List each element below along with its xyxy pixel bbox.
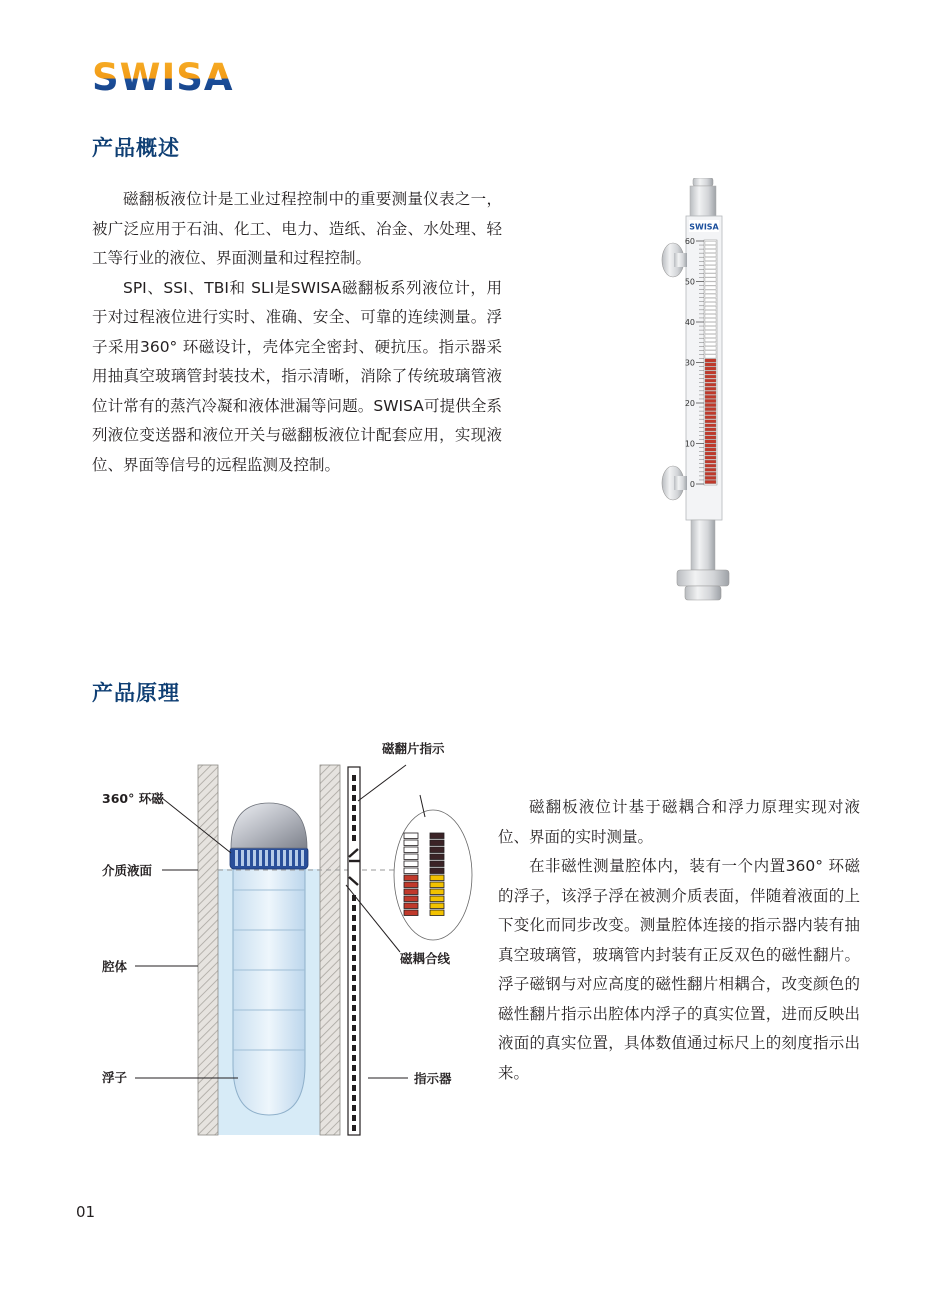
gauge-scale-label: 50: [684, 277, 695, 287]
gauge-brand: SWISA: [689, 222, 719, 232]
gauge-scale-label: 60: [684, 237, 695, 246]
principle-diagram: [88, 735, 480, 1147]
principle-text: [498, 793, 860, 1088]
label-indicator: 指示器: [414, 1071, 452, 1086]
principle-heading: 产品原理: [92, 681, 180, 705]
gauge-scale-label: 0: [689, 480, 695, 489]
label-coupling-line: 磁耦合线: [400, 951, 451, 966]
overview-paragraph-1: 磁翻板液位计是工业过程控制中的重要测量仪表之一，被广泛应用于石油、化工、电力、造纸、冶金、水处理、轻工等行业的液位、界面测量和过程控制。: [92, 190, 502, 267]
overview-paragraph-2: SPI、SSI、TBI和 SLI是SWISA磁翻板系列液位计，用于对过程液位进行实时、准确、安全、可靠的连续测量。浮子采用360° 环磁设计，壳体完全密封、硬抗压。指示器采用抽真空玻璃管封装技术，指示清晰，消除了传统玻璃管液位计常有的蒸汽冷凝和液体泄漏等问题。SWISA可提供全系列液位变送器和液位开关与磁翻板液位计配套应用，实现液位、界面等信号的远程监测及控制。: [92, 278, 502, 474]
overview-heading: 产品概述: [92, 136, 180, 160]
logo-text: SWISA: [92, 56, 234, 98]
principle-paragraph-1: 磁翻板液位计基于磁耦合和浮力原理实现对液位、界面的实时测量。: [498, 798, 860, 846]
gauge-scale-label: 20: [684, 399, 695, 408]
principle-paragraph-2: 在非磁性测量腔体内，装有一个内置360° 环磁的浮子，该浮子浮在被测介质表面，伴随着液面的上下变化而同步改变。测量腔体连接的指示器内装有抽真空玻璃管，玻璃管内封装有正反双色的磁性翻片。浮子磁钢与对应高度的磁性翻片相耦合，改变颜色的磁性翻片指示出腔体内浮子的真实位置，进而反映出液面的真实位置，具体数值通过标尺上的刻度指示出来。: [498, 857, 860, 1082]
chamber-wall-left: [198, 765, 218, 1135]
overview-text: [92, 185, 502, 480]
label-ring-magnet: 360° 环磁: [102, 791, 164, 806]
level-gauge-image: [660, 178, 750, 603]
gauge-scale-label: 40: [684, 318, 695, 327]
page-number: 01: [76, 1203, 96, 1221]
gauge-scale-label: 30: [684, 358, 695, 368]
swisa-logo: [92, 56, 242, 98]
label-flap-indicator: 磁翻片指示: [382, 741, 445, 756]
label-liquid-surface: 介质液面: [102, 863, 153, 878]
float: [230, 803, 308, 1115]
label-float: 浮子: [102, 1070, 128, 1085]
chamber-wall-right: [320, 765, 340, 1135]
label-chamber: 腔体: [102, 959, 128, 974]
gauge-scale-label: 10: [684, 439, 695, 449]
